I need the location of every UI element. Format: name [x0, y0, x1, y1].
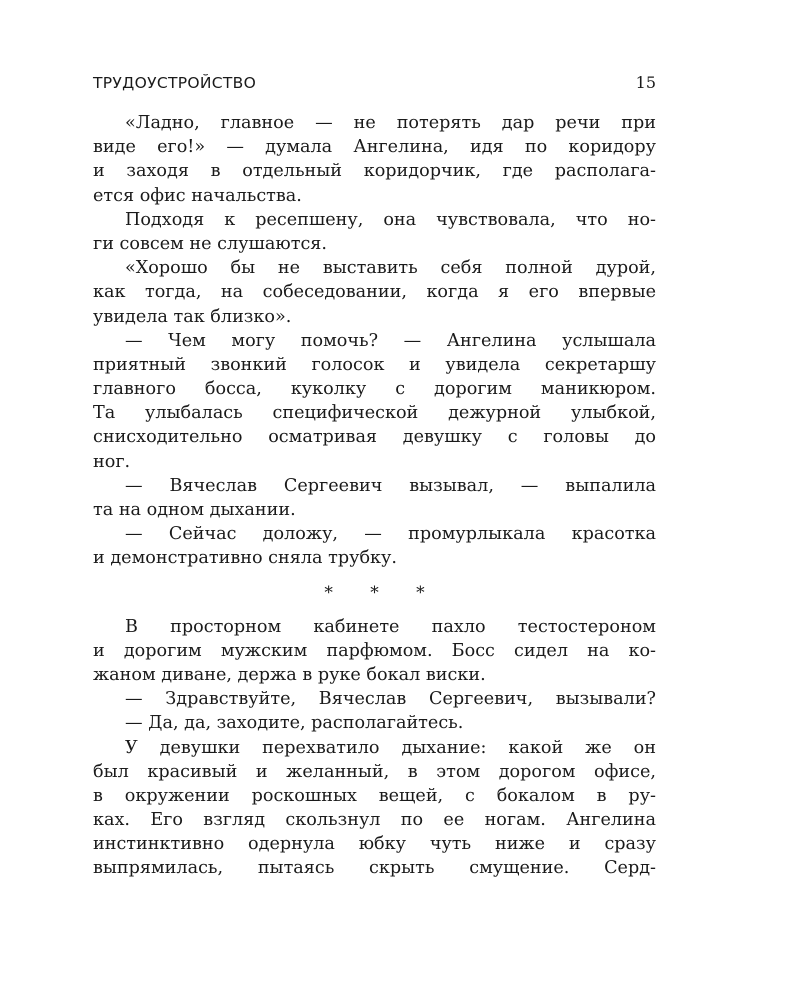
text-line: инстинктивно одернула юбку чуть ниже и сразу: [93, 834, 656, 855]
text-line: В просторном кабинете пахло тестостероном: [125, 616, 656, 637]
text-line: виде его!» — думала Ангелина, идя по коридору: [93, 137, 656, 158]
text-line: приятный звонкий голосок и увидела секретаршу: [93, 354, 656, 375]
text-line: увидела так близко».: [93, 306, 292, 327]
text-line: ног.: [93, 451, 131, 472]
section-separator: * * *: [324, 582, 441, 603]
text-line: Та улыбалась специфической дежурной улыбкой,: [93, 403, 656, 424]
text-line: — Здравствуйте, Вячеслав Сергеевич, вызывали?: [125, 689, 656, 710]
text-line: и дорогим мужским парфюмом. Босс сидел на ко-: [93, 640, 656, 661]
body-text: [93, 111, 656, 881]
text-line: и заходя в отдельный коридорчик, где располага-: [93, 161, 656, 182]
text-line: ках. Его взгляд скользнул по ее ногам. Ангелина: [93, 810, 656, 831]
running-title: ТРУДОУСТРОЙСТВО: [93, 74, 257, 92]
text-line: жаном диване, держа в руке бокал виски.: [93, 664, 486, 685]
text-line: как тогда, на собеседовании, когда я его впервые: [93, 282, 656, 303]
text-line: ги совсем не слушаются.: [93, 233, 327, 254]
text-line: — Сейчас доложу, — промурлыкала красотка: [125, 524, 656, 545]
page-number: 15: [635, 73, 656, 92]
text-line: — Вячеслав Сергеевич вызывал, — выпалила: [125, 475, 656, 496]
text-line: «Ладно, главное — не потерять дар речи при: [125, 113, 656, 133]
text-line: главного босса, куколку с дорогим маникюром.: [93, 379, 656, 400]
text-line: ется офис начальства.: [93, 185, 302, 206]
text-line: снисходительно осматривая девушку с головы до: [93, 427, 656, 448]
text-line: — Чем могу помочь? — Ангелина услышала: [125, 330, 656, 351]
text-line: «Хорошо бы не выставить себя полной дурой,: [125, 258, 656, 279]
text-line: та на одном дыхании.: [93, 500, 296, 520]
text-line: У девушки перехватило дыхание: какой же он: [125, 737, 656, 758]
text-line: Подходя к ресепшену, она чувствовала, что но-: [125, 209, 656, 230]
text-line: был красивый и желанный, в этом дорогом офисе,: [93, 761, 656, 782]
text-line: выпрямилась, пытаясь скрыть смущение. Серд-: [93, 858, 656, 879]
running-head: [93, 71, 656, 95]
text-line: и демонстративно сняла трубку.: [93, 548, 397, 569]
text-line: в окружении роскошных вещей, с бокалом в ру-: [93, 785, 656, 806]
text-line: — Да, да, заходите, располагайтесь.: [125, 713, 464, 734]
